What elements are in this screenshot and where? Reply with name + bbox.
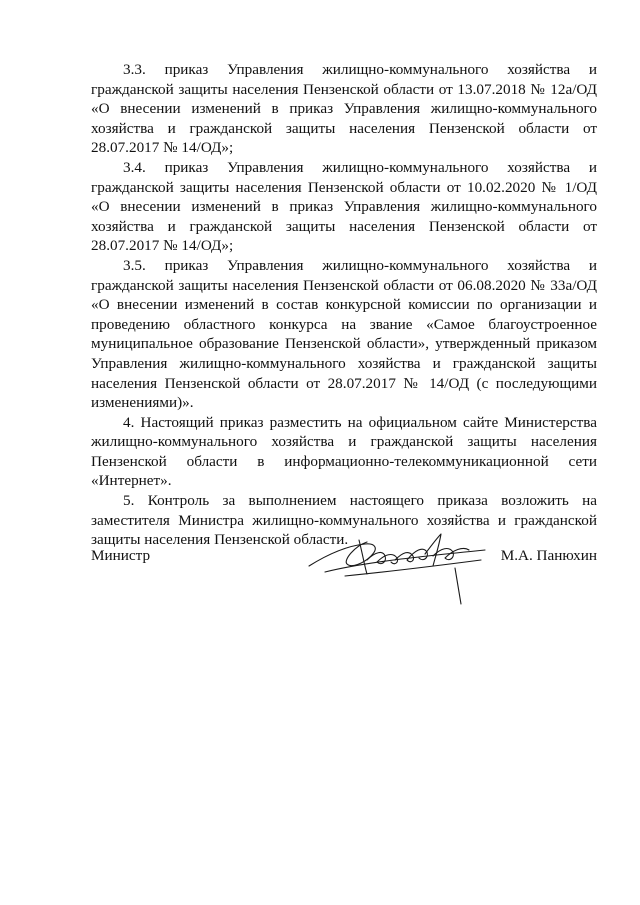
paragraph-3-4: 3.4. приказ Управления жилищно-коммунального хозяйства и гражданской защиты населения Пензенской области от 10.02.2020 № 1/ОД «О внесении изменений в приказ Управления жилищно-коммунального хозяйства и гражданской защиты населения Пензенской области от 28.07.2017 № 14/ОД»; (91, 158, 597, 255)
document-body (91, 60, 597, 550)
paragraph-5: 5. Контроль за выполнением настоящего приказа возложить на заместителя Министра жилищно-коммунального хозяйства и гражданской защиты населения Пензенской области. (91, 492, 597, 549)
handwritten-signature (305, 516, 495, 606)
signature-block (91, 516, 597, 606)
signer-name: М.А. Панюхин (500, 547, 597, 564)
paragraph-4: 4. Настоящий приказ разместить на официальном сайте Министерства жилищно-коммунального хозяйства и гражданской защиты населения Пензенской области в информационно-телекоммуникационной сети «Интернет». (91, 413, 597, 490)
paragraph-3-3: 3.3. приказ Управления жилищно-коммунального хозяйства и гражданской защиты населения Пензенской области от 13.07.2018 № 12а/ОД «О внесении изменений в приказ Управления жилищно-коммунального хозяйства и гражданской защиты населения Пензенской области от 28.07.2017 № 14/ОД»; (91, 61, 597, 157)
paragraph-3-5: 3.5. приказ Управления жилищно-коммунального хозяйства и гражданской защиты населения Пензенской области от 06.08.2020 № 33а/ОД «О внесении изменений в состав конкурсной комиссии по организации и проведению областного конкурса на звание «Самое благоустроенное муниципальное образование Пензенской области», утвержденный приказом Управления жилищно-коммунального хозяйства и гражданской защиты населения Пензенской области от 28.07.2017 № 14/ОД (с последующими изменениями)». (91, 256, 597, 412)
signer-title: Министр (91, 547, 151, 564)
